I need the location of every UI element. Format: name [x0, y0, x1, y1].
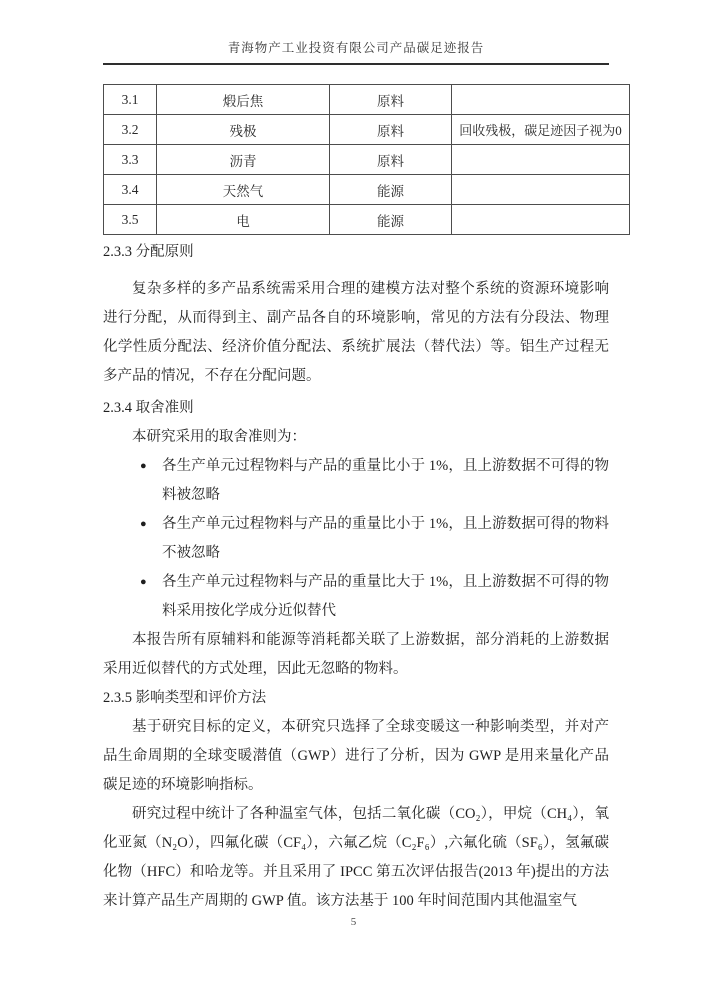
table-cell-type: 原料 — [330, 85, 452, 115]
section-heading-2-3-4: 2.3.4 取舍准则 — [103, 400, 194, 416]
list-item — [103, 510, 609, 568]
list-item — [103, 568, 609, 626]
bullet-icon: ● — [140, 518, 147, 530]
bullet-icon: ● — [140, 576, 147, 588]
table-cell-note — [452, 205, 630, 235]
bullet-text: 各生产单元过程物料与产品的重量比大于 1%，且上游数据不可得的物料采用按化学成分近似替代 — [162, 574, 609, 619]
paragraph-cutoff-closing: 本报告所有原辅料和能源等消耗都关联了上游数据，部分消耗的上游数据采用近似替代的方式处理，因此无忽略的物料。 — [103, 632, 609, 677]
section-2-3-4 — [103, 394, 609, 684]
table-cell-type: 能源 — [330, 175, 452, 205]
page-header-title: 青海物产工业投资有限公司产品碳足迹报告 — [227, 41, 485, 55]
table-cell-no: 3.5 — [104, 205, 157, 235]
section-2-3-5 — [103, 684, 609, 916]
paragraph-ghg-list: 研究过程中统计了各种温室气体，包括二氧化碳（CO₂），甲烷（CH₄），氧化亚氮（N₂O），四氟化碳（CF₄），六氟乙烷（C₂F₆）,六氟化硫（SF₆），氢氟碳化物（HFC）和哈龙等。并且采用了 IPCC 第五次评估报告(2013 年)提出的方法来计算产品生产周期的 GWP 值。该方法基于 100 年时间范围内其他温室气 — [103, 806, 609, 909]
page-footer — [0, 912, 707, 932]
bullet-text: 各生产单元过程物料与产品的重量比小于 1%，且上游数据可得的物料不被忽略 — [162, 516, 609, 561]
table-cell-note: 回收残极，碳足迹因子视为0 — [452, 115, 630, 145]
paragraph-gwp-definition: 基于研究目标的定义，本研究只选择了全球变暖这一种影响类型，并对产品生命周期的全球变暖潜值（GWP）进行了分析，因为 GWP 是用来量化产品碳足迹的环境影响指标。 — [103, 719, 609, 793]
table-cell-no: 3.2 — [104, 115, 157, 145]
section-heading-2-3-5: 2.3.5 影响类型和评价方法 — [103, 690, 267, 706]
table-cell-name: 煅后焦 — [157, 85, 330, 115]
table-row — [104, 145, 630, 175]
table-row — [104, 175, 630, 205]
bullet-icon: ● — [140, 460, 147, 472]
page-number: 5 — [350, 916, 357, 928]
table-cell-note — [452, 175, 630, 205]
table-cell-no: 3.4 — [104, 175, 157, 205]
table-cell-no: 3.1 — [104, 85, 157, 115]
table-cell-type: 原料 — [330, 145, 452, 175]
table-cell-note — [452, 85, 630, 115]
table-cell-name: 残极 — [157, 115, 330, 145]
table-row — [104, 85, 630, 115]
table-cell-type: 能源 — [330, 205, 452, 235]
table-cell-note — [452, 145, 630, 175]
table-row — [104, 115, 630, 145]
header-rule — [103, 63, 609, 65]
bullet-text: 各生产单元过程物料与产品的重量比小于 1%，且上游数据不可得的物料被忽略 — [162, 458, 609, 503]
section-heading-2-3-3: 2.3.3 分配原则 — [103, 244, 194, 260]
materials-table — [103, 84, 630, 235]
table-cell-no: 3.3 — [104, 145, 157, 175]
table-row — [104, 205, 630, 235]
paragraph-cutoff-intro: 本研究采用的取舍准则为： — [132, 429, 306, 445]
cutoff-bullet-list — [103, 452, 609, 626]
section-2-3-3 — [103, 238, 609, 391]
paragraph-allocation: 复杂多样的多产品系统需采用合理的建模方法对整个系统的资源环境影响进行分配，从而得到主、副产品各自的环境影响，常见的方法有分段法、物理化学性质分配法、经济价值分配法、系统扩展法（替代法）等。铝生产过程无多产品的情况，不存在分配问题。 — [103, 281, 609, 384]
table-cell-name: 沥青 — [157, 145, 330, 175]
table-cell-name: 电 — [157, 205, 330, 235]
table-cell-name: 天然气 — [157, 175, 330, 205]
list-item — [103, 452, 609, 510]
table-cell-type: 原料 — [330, 115, 452, 145]
